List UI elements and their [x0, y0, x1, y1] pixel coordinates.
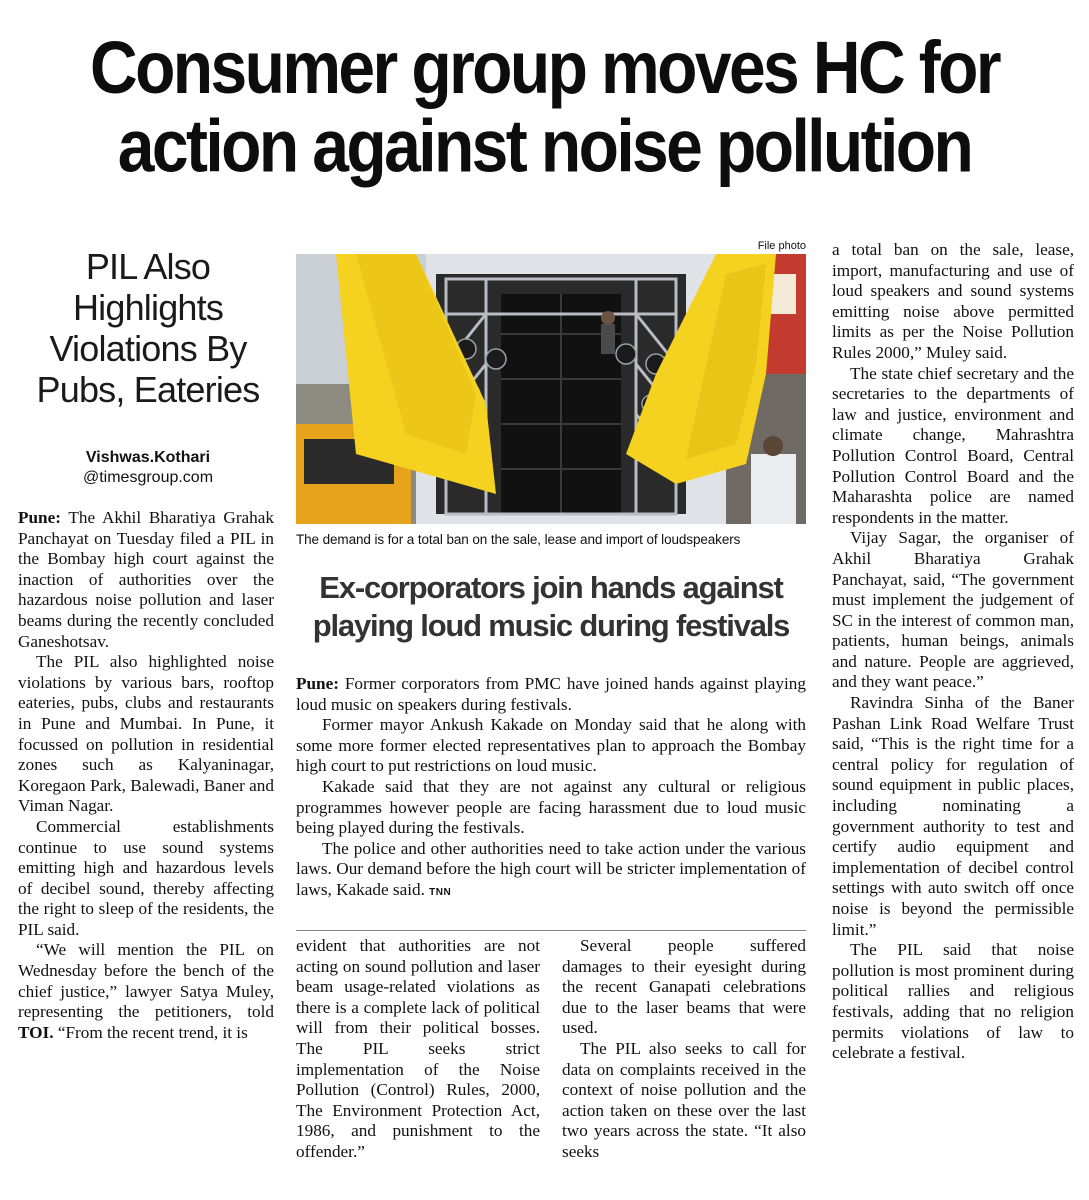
main-story-paragraph: The PIL said that noise pollution is most prominent during political rallies and religious festivals, adding that no religion permits violations of law to celebrate a festival. — [832, 940, 1074, 1063]
paragraph-text: Former corporators from PMC have joined hands against playing loud music on speakers during festivals. — [296, 674, 806, 714]
main-story-column-4 — [832, 240, 1074, 1064]
main-headline — [0, 25, 1089, 188]
main-story-paragraph: Several people suffered damages to their eyesight during the recent Ganapati celebrations due to the laser beams that were used. — [562, 936, 806, 1038]
byline-name: Vishwas.Kothari — [85, 449, 211, 466]
byline-handle: @timesgroup.com — [82, 469, 214, 486]
photo-caption: The demand is for a total ban on the sale, lease and import of loudspeakers — [296, 532, 741, 547]
photo-credit: File photo — [757, 240, 806, 252]
main-story-paragraph — [18, 508, 274, 652]
main-story-paragraph: The state chief secretary and the secretaries to the departments of law and justice, environment and climate change, Mahrashtra Pollution Control Board, Central Pollution Control Board and the Maharashta police are named respondents in the matter. — [832, 363, 1074, 527]
kicker-line-4: Pubs, Eateries — [36, 369, 260, 410]
publication-name: TOI. — [18, 1022, 54, 1042]
second-story-headline — [290, 569, 812, 645]
loudspeaker-stage-photo — [296, 254, 806, 524]
news-photo — [296, 254, 806, 524]
kicker-line-1: PIL Also — [85, 246, 211, 287]
paragraph-text: The Akhil Bharatiya Grahak Panchayat on Tuesday filed a PIL in the Bombay high court against the inaction of authorities over the hazardous noise pollution and laser beams during the recently concluded Ganeshotsav. — [18, 508, 274, 651]
headline-line-1: Consumer group moves HC for — [90, 25, 999, 109]
dateline: Pune: — [18, 508, 61, 527]
kicker-line-2: Highlights — [72, 287, 224, 328]
dateline: Pune: — [296, 674, 339, 693]
story-divider — [296, 930, 806, 931]
main-story-column-1 — [18, 508, 274, 1043]
main-story-paragraph: Commercial establishments continue to use sound systems emitting high and hazardous levels of decibel sound, thereby affecting the right to sleep of the residents, the PIL said. — [18, 816, 274, 939]
headline-line-2: action against noise pollution — [117, 104, 972, 188]
main-story-paragraph: a total ban on the sale, lease, import, manufacturing and use of loud speakers and sound systems emitting noise above permitted limits as per the Noise Pollution Rules 2000,” Muley said. — [832, 240, 1074, 362]
main-story-paragraph: Vijay Sagar, the organiser of Akhil Bharatiya Grahak Panchayat, said, “The government must implement the judgement of SC in the interest of common man, patients, human beings, animals and nature. People are aggrieved, and they want peace.” — [832, 528, 1074, 692]
kicker-subheadline — [18, 246, 278, 410]
main-story-paragraph: The PIL also seeks to call for data on complaints received in the context of noise pollution and the action taken on these over the last two years across the state. “It also seeks — [562, 1038, 806, 1161]
paragraph-text: “From the recent trend, it is — [53, 1022, 248, 1042]
second-story-body — [296, 674, 806, 904]
main-story-column-2 — [296, 936, 540, 1163]
second-story-paragraph — [296, 839, 806, 904]
byline — [18, 448, 278, 488]
second-story-paragraph: Former mayor Ankush Kakade on Monday said that he along with some more former elected representatives plan to approach the Bombay high court to put restrictions on loud music. — [296, 715, 806, 776]
main-story-paragraph: Ravindra Sinha of the Baner Pashan Link Road Welfare Trust said, “This is the right time for a central policy for regulation of sound equipment in public places, including nominating a government authority to test and certify audio equipment and implementation of decibel control settings with auto switch off once noise is beyond the permissible limit.” — [832, 693, 1074, 939]
main-story-paragraph: The PIL also highlighted noise violations by various bars, rooftop eateries, pubs, clubs and restaurants in Pune and Mumbai. In Pune, it focussed on pollution in residential zones such as Kalyaninagar, Koregaon Park, Balewadi, Baner and Viman Nagar. — [18, 652, 274, 816]
main-story-paragraph — [18, 940, 274, 1043]
second-headline-line-2: playing loud music during festivals — [312, 608, 790, 643]
kicker-line-3: Violations By — [49, 328, 247, 369]
agency-credit: TNN — [429, 886, 452, 898]
paragraph-text: The police and other authorities need to take action under the various laws. Our demand before the high court will be stricter implementation of laws, Kakade said. — [296, 838, 806, 899]
second-story-paragraph: Kakade said that they are not against any cultural or religious programmes however people are facing harassment due to loud music being played during the festivals. — [296, 776, 806, 838]
second-story-paragraph — [296, 674, 806, 715]
second-headline-line-1: Ex-corporators join hands against — [319, 570, 783, 605]
main-story-paragraph: evident that authorities are not acting on sound pollution and laser beam usage-related violations as there is a complete lack of political will from their political bosses. The PIL seeks strict implementation of the Noise Pollution (Control) Rules, 2000, The Environment Protection Act, 1986, and punishment to the offender.” — [296, 936, 540, 1161]
main-story-column-3 — [562, 936, 806, 1163]
paragraph-text: “We will mention the PIL on Wednesday before the bench of the chief justice,” lawyer Satya Muley, representing the petitioners, told — [18, 940, 274, 1022]
